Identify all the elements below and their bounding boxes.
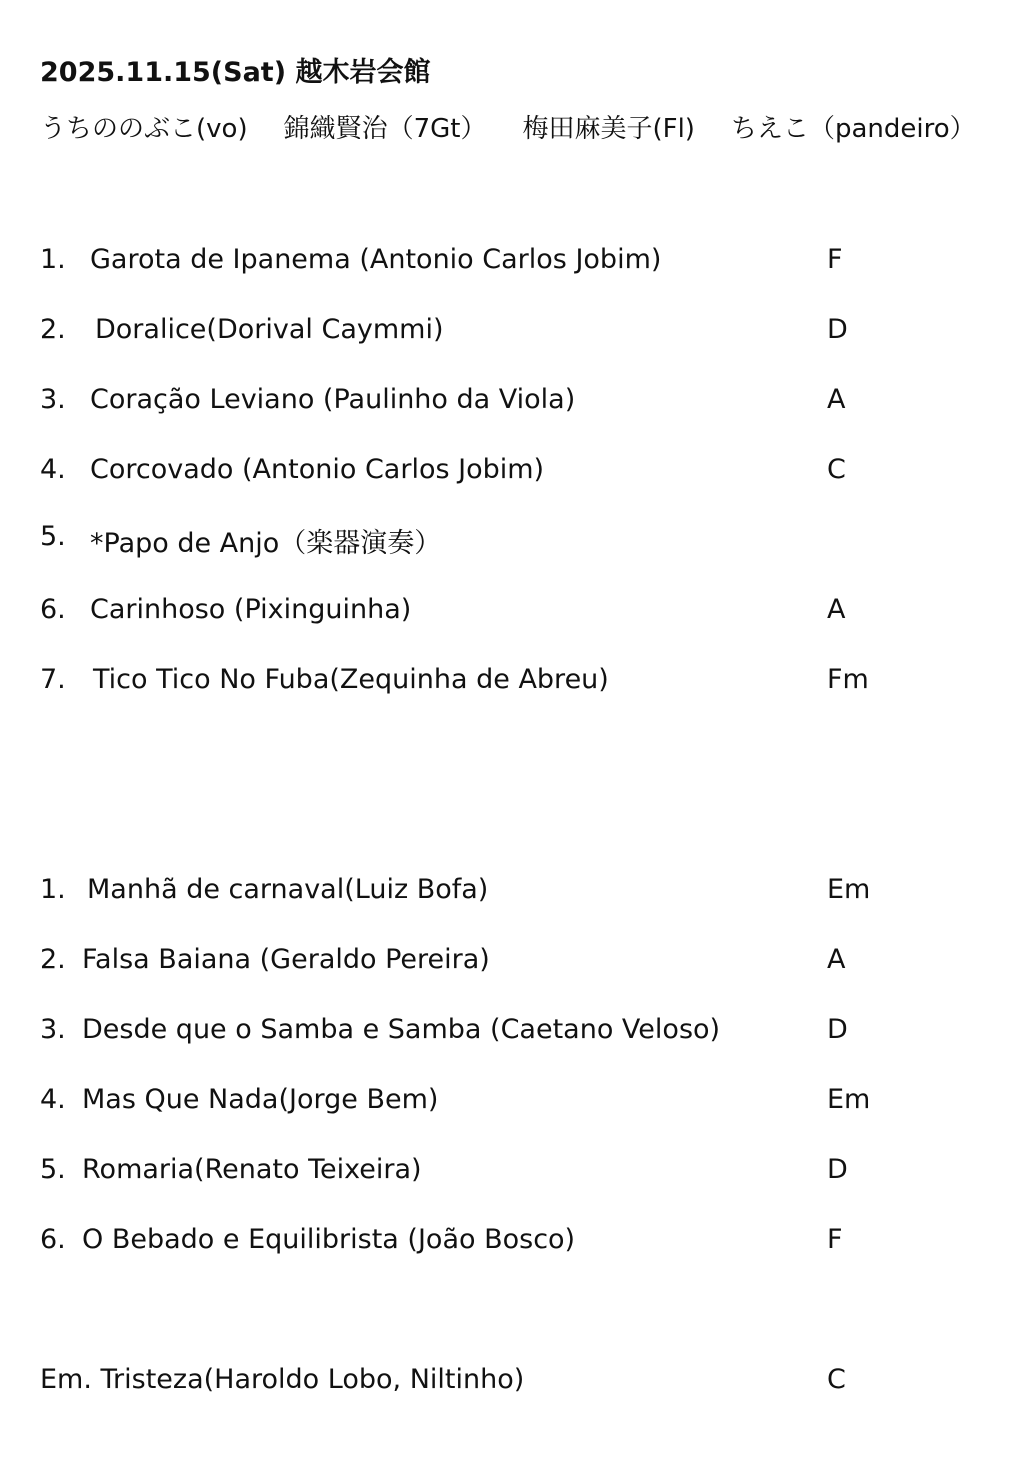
song-number: 4. (40, 1084, 66, 1115)
song-key: A (827, 384, 846, 415)
song-title: Tico Tico No Fuba(Zequinha de Abreu) (93, 664, 609, 695)
song-number: 3. (40, 384, 66, 415)
song-number: 7. (40, 664, 66, 695)
song-key: A (827, 594, 846, 625)
event-title: 2025.11.15(Sat) 越木岩会館 (40, 57, 431, 88)
song-number: 2. (40, 944, 66, 975)
song-title: Falsa Baiana (Geraldo Pereira) (82, 944, 490, 975)
song-number: 5. (40, 1154, 66, 1185)
member-vocal: うちののぶこ(vo) (40, 114, 248, 144)
song-title: Doralice(Dorival Caymmi) (95, 314, 444, 345)
set1-song-row (40, 594, 1000, 634)
song-title: Carinhoso (Pixinguinha) (90, 594, 412, 625)
member-list (40, 108, 976, 145)
set1-song-row (40, 521, 1000, 561)
song-number: 2. (40, 314, 66, 345)
song-key: D (827, 1154, 848, 1185)
song-key: C (827, 1364, 846, 1395)
song-title: Romaria(Renato Teixeira) (82, 1154, 422, 1185)
song-title: Coração Leviano (Paulinho da Viola) (90, 384, 576, 415)
song-title: Garota de Ipanema (Antonio Carlos Jobim) (90, 244, 662, 275)
song-title: Mas Que Nada(Jorge Bem) (82, 1084, 439, 1115)
song-title: O Bebado e Equilibrista (João Bosco) (82, 1224, 576, 1255)
set2-song-row (40, 1224, 1000, 1264)
member-flute: 梅田麻美子(Fl) (522, 114, 695, 144)
song-key: D (827, 1014, 848, 1045)
song-key: Em (827, 874, 871, 905)
song-number: 1. (40, 874, 66, 905)
song-title: *Papo de Anjo（楽器演奏） (90, 528, 442, 559)
set1-song-row (40, 384, 1000, 424)
song-title: Corcovado (Antonio Carlos Jobim) (90, 454, 545, 485)
song-number: 6. (40, 1224, 66, 1255)
song-key: Em (827, 1084, 871, 1115)
song-number: 1. (40, 244, 66, 275)
song-title: Em. Tristeza(Haroldo Lobo, Niltinho) (40, 1364, 525, 1395)
set2-song-row (40, 944, 1000, 984)
song-key: C (827, 454, 846, 485)
song-number: 6. (40, 594, 66, 625)
song-number: 4. (40, 454, 66, 485)
set2-song-row (40, 874, 1000, 914)
set2-song-row (40, 1154, 1000, 1194)
set1-song-row (40, 664, 1000, 704)
set1-song-row (40, 244, 1000, 284)
song-key: F (827, 244, 843, 275)
song-title: Desde que o Samba e Samba (Caetano Veloso) (82, 1014, 721, 1045)
member-pandeiro: ちえこ（pandeiro） (730, 114, 976, 144)
song-number: 5. (40, 521, 66, 552)
set2-song-row (40, 1014, 1000, 1054)
song-key: F (827, 1224, 843, 1255)
song-number: 3. (40, 1014, 66, 1045)
song-key: A (827, 944, 846, 975)
set1-song-row (40, 314, 1000, 354)
encore-song-row (40, 1364, 1000, 1404)
song-key: Fm (827, 664, 869, 695)
member-guitar: 錦織賢治（7Gt） (283, 114, 487, 144)
song-title: Manhã de carnaval(Luiz Bofa) (87, 874, 489, 905)
song-key: D (827, 314, 848, 345)
set1-song-row (40, 454, 1000, 494)
set2-song-row (40, 1084, 1000, 1124)
